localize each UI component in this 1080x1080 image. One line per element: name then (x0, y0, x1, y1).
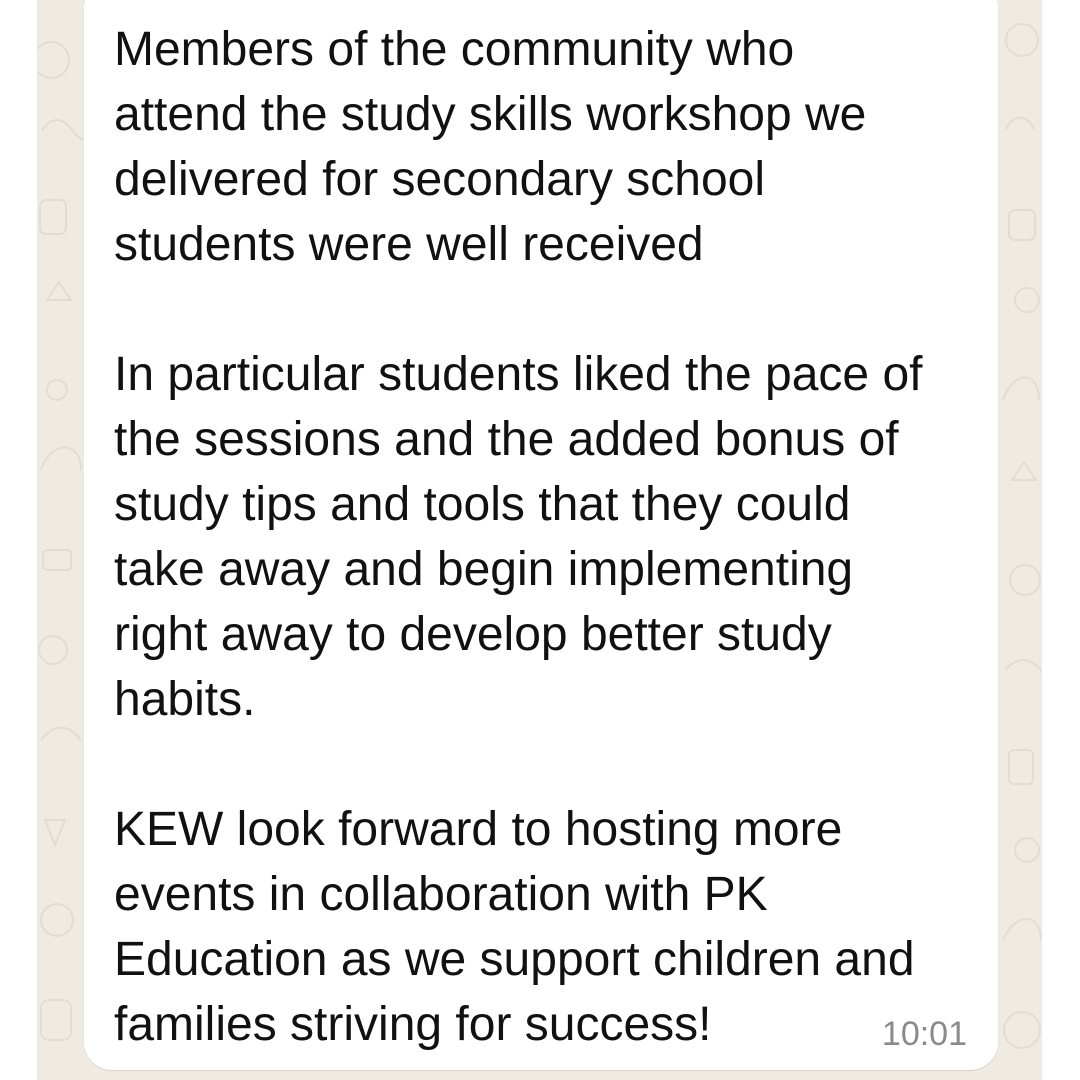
message-timestamp: 10:01 (881, 1015, 967, 1053)
message-text: Members of the community who attend the study skills workshop we delivered for secondary school students were well received In particular students liked the pace of the sessions and the added bonus of study tips and tools that they could take away and begin implementing right away to develop better study habits. KEW look forward to hosting more events in collaboration with PK Education as we support children and families striving for success! (114, 23, 923, 1051)
